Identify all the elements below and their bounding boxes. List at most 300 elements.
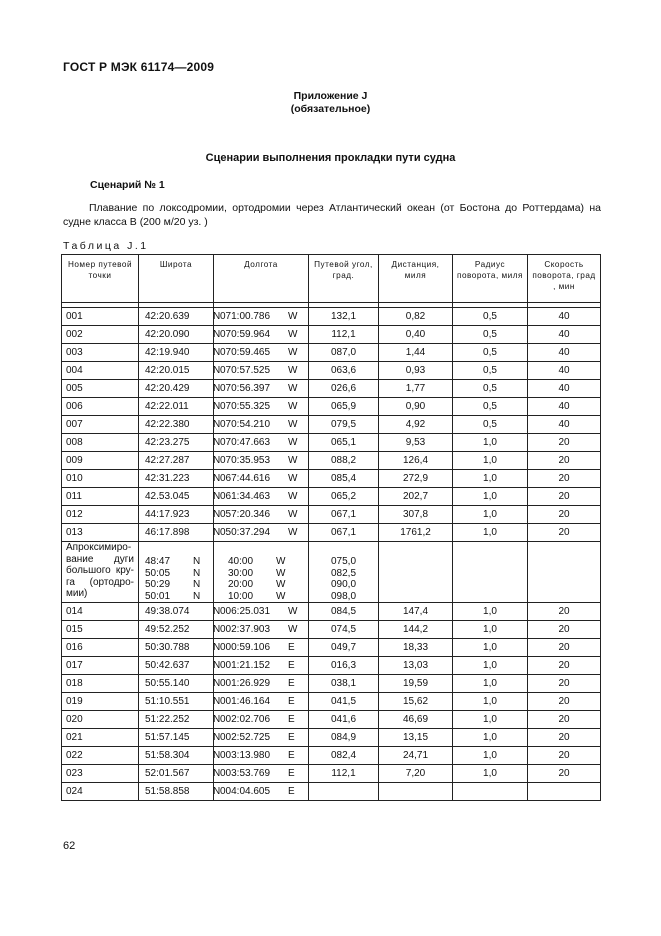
cell-distance: 144,2: [379, 621, 453, 639]
gc-longitude-value: 30:00: [228, 567, 254, 579]
cell-turn-rate: 40: [528, 326, 601, 344]
cell-longitude: [214, 675, 309, 693]
cell-latitude: [139, 470, 221, 488]
cell-latitude-hemisphere: N: [213, 642, 221, 653]
cell-latitude: [139, 675, 221, 693]
cell-latitude-hemisphere: N: [213, 606, 221, 617]
cell-distance: 1761,2: [379, 524, 453, 542]
cell-point: 002: [62, 326, 139, 344]
cell-latitude-hemisphere: N: [213, 365, 221, 376]
table-row: [62, 380, 601, 398]
cell-point: 016: [62, 639, 139, 657]
cell-longitude-value: 001:21.152: [220, 660, 271, 671]
cell-longitude: [214, 416, 309, 434]
table-row: [62, 639, 601, 657]
great-circle-longitudes: [214, 542, 309, 603]
cell-latitude: [139, 639, 221, 657]
cell-course: 041,6: [309, 711, 379, 729]
cell-point: 022: [62, 747, 139, 765]
cell-longitude-hemisphere: W: [288, 437, 298, 448]
cell-point: 017: [62, 657, 139, 675]
cell-longitude-value: 004:04.605: [220, 786, 271, 797]
cell-latitude-hemisphere: N: [213, 311, 221, 322]
cell-course: 087,0: [309, 344, 379, 362]
gc-longitude: [228, 579, 304, 591]
gc-latitude-hemisphere: N: [193, 579, 201, 590]
cell-longitude: [214, 362, 309, 380]
cell-course: 079,5: [309, 416, 379, 434]
cell-latitude-hemisphere: N: [213, 624, 221, 635]
cell-longitude-value: 070:55.325: [220, 401, 271, 412]
cell-turn-radius: 1,0: [453, 711, 528, 729]
cell-course: 065,1: [309, 434, 379, 452]
cell-latitude-hemisphere: N: [213, 696, 221, 707]
cell-latitude-hemisphere: N: [213, 509, 221, 520]
header-course: Путевой угол, град.: [309, 255, 379, 303]
cell-latitude-value: 50:55.140: [145, 678, 190, 689]
cell-distance: 272,9: [379, 470, 453, 488]
cell-course: 084,9: [309, 729, 379, 747]
cell-latitude: [139, 524, 221, 542]
cell-turn-radius: 0,5: [453, 326, 528, 344]
cell-point: 001: [62, 308, 139, 326]
table-row: [62, 621, 601, 639]
cell-latitude-value: 49:38.074: [145, 606, 190, 617]
cell-point: 021: [62, 729, 139, 747]
appendix-title: Приложение J: [293, 90, 368, 102]
cell-longitude-hemisphere: W: [288, 347, 298, 358]
gc-course: 098,0: [330, 590, 357, 602]
cell-point: 010: [62, 470, 139, 488]
cell-latitude-hemisphere: N: [213, 347, 221, 358]
cell-latitude-value: 42:31.223: [145, 473, 190, 484]
cell-longitude: [214, 506, 309, 524]
cell-latitude-hemisphere: N: [213, 678, 221, 689]
cell-course: 026,6: [309, 380, 379, 398]
cell-latitude: [139, 657, 221, 675]
gc-longitude-value: 20:00: [228, 579, 254, 590]
cell-latitude: [139, 380, 221, 398]
cell-turn-rate: 20: [528, 506, 601, 524]
cell-course: 063,6: [309, 362, 379, 380]
cell-longitude: [214, 603, 309, 621]
cell-point: 012: [62, 506, 139, 524]
appendix-heading: [60, 90, 601, 116]
cell-longitude: [214, 711, 309, 729]
cell-longitude-hemisphere: E: [288, 768, 295, 779]
table-caption: Таблица J.1: [63, 240, 149, 252]
table-row: [62, 524, 601, 542]
cell-turn-radius: 1,0: [453, 488, 528, 506]
cell-longitude-value: 003:53.769: [220, 768, 271, 779]
cell-distance: 0,82: [379, 308, 453, 326]
cell-longitude-hemisphere: W: [288, 491, 298, 502]
cell-longitude-value: 070:56.397: [220, 383, 271, 394]
cell-point: 007: [62, 416, 139, 434]
cell-longitude-value: 003:13.980: [220, 750, 271, 761]
cell-distance: 13,15: [379, 729, 453, 747]
cell-latitude-value: 42:20.639: [145, 311, 190, 322]
cell-distance: 46,69: [379, 711, 453, 729]
cell-latitude-value: 46:17.898: [145, 527, 190, 538]
cell-longitude-hemisphere: E: [288, 786, 295, 797]
cell-point: 019: [62, 693, 139, 711]
cell-distance: 126,4: [379, 452, 453, 470]
cell-point: 009: [62, 452, 139, 470]
cell-turn-radius: [453, 783, 528, 801]
cell-longitude-hemisphere: E: [288, 732, 295, 743]
cell-latitude-hemisphere: N: [213, 768, 221, 779]
cell-latitude-hemisphere: N: [213, 527, 221, 538]
cell-course: 074,5: [309, 621, 379, 639]
cell-longitude-hemisphere: W: [288, 383, 298, 394]
cell-course: 112,1: [309, 326, 379, 344]
gc-latitude: [145, 556, 209, 568]
cell-longitude: [214, 747, 309, 765]
cell-distance: 9,53: [379, 434, 453, 452]
gc-latitude-value: 50:01: [145, 590, 171, 602]
cell-longitude-value: 070:35.953: [220, 455, 271, 466]
cell-longitude-value: 006:25.031: [220, 606, 271, 617]
empty-cell: [453, 542, 528, 603]
cell-turn-radius: 1,0: [453, 506, 528, 524]
great-circle-courses: [309, 542, 379, 603]
cell-latitude-value: 42:20.015: [145, 365, 190, 376]
cell-longitude-value: 070:57.525: [220, 365, 271, 376]
cell-course: 065,2: [309, 488, 379, 506]
cell-turn-rate: 20: [528, 434, 601, 452]
table-row: [62, 765, 601, 783]
cell-latitude-value: 42:27.287: [145, 455, 190, 466]
cell-distance: 0,40: [379, 326, 453, 344]
cell-longitude-value: 002:52.725: [220, 732, 271, 743]
cell-distance: 18,33: [379, 639, 453, 657]
table-row: [62, 434, 601, 452]
cell-turn-radius: 1,0: [453, 639, 528, 657]
cell-longitude-hemisphere: W: [288, 401, 298, 412]
cell-turn-rate: 40: [528, 362, 601, 380]
cell-latitude-hemisphere: N: [213, 732, 221, 743]
cell-longitude-hemisphere: W: [288, 365, 298, 376]
gc-latitude-value: 48:47: [145, 556, 171, 567]
cell-latitude-value: 42:22.380: [145, 419, 190, 430]
cell-longitude-value: 071:00.786: [220, 311, 271, 322]
cell-latitude-hemisphere: N: [213, 473, 221, 484]
cell-longitude-hemisphere: W: [288, 455, 298, 466]
cell-longitude-hemisphere: E: [288, 642, 295, 653]
gc-longitude-value: 40:00: [228, 556, 254, 567]
cell-longitude-hemisphere: W: [288, 527, 298, 538]
cell-turn-rate: 20: [528, 603, 601, 621]
gc-longitude: [228, 591, 304, 603]
empty-cell: [528, 542, 601, 603]
table-row: [62, 326, 601, 344]
table-row: [62, 783, 601, 801]
scenario-title: Сценарий № 1: [90, 179, 165, 191]
cell-longitude-value: 050:37.294: [220, 527, 271, 538]
cell-turn-rate: 40: [528, 398, 601, 416]
cell-point: 018: [62, 675, 139, 693]
cell-turn-rate: 20: [528, 711, 601, 729]
cell-latitude-hemisphere: N: [213, 383, 221, 394]
cell-longitude-value: 001:26.929: [220, 678, 271, 689]
cell-course: 084,5: [309, 603, 379, 621]
table-row: [62, 675, 601, 693]
cell-latitude: [139, 416, 221, 434]
cell-course: 082,4: [309, 747, 379, 765]
cell-course: 038,1: [309, 675, 379, 693]
gc-latitude-value: 50:29: [145, 579, 171, 590]
cell-latitude-value: 49:52.252: [145, 624, 190, 635]
cell-turn-radius: 1,0: [453, 657, 528, 675]
cell-distance: 202,7: [379, 488, 453, 506]
gc-longitude-hemisphere: W: [276, 579, 286, 590]
cell-longitude: [214, 657, 309, 675]
cell-distance: 4,92: [379, 416, 453, 434]
header-distance: Дистанция, миля: [379, 255, 453, 303]
cell-longitude-hemisphere: W: [288, 419, 298, 430]
cell-longitude: [214, 524, 309, 542]
cell-turn-radius: 1,0: [453, 621, 528, 639]
cell-distance: 1,77: [379, 380, 453, 398]
cell-longitude-value: 070:59.465: [220, 347, 271, 358]
cell-course: 065,9: [309, 398, 379, 416]
gc-longitude-value: 10:00: [228, 590, 254, 602]
cell-latitude-hemisphere: N: [213, 455, 221, 466]
table-body: [62, 303, 601, 801]
table-row: [62, 657, 601, 675]
gc-latitude-value: 50:05: [145, 567, 171, 579]
gc-course: 090,0: [330, 579, 357, 590]
cell-longitude: [214, 326, 309, 344]
cell-point: 011: [62, 488, 139, 506]
cell-longitude-value: 070:59.964: [220, 329, 271, 340]
table-row: [62, 308, 601, 326]
table-row: [62, 452, 601, 470]
cell-longitude: [214, 380, 309, 398]
great-circle-latitudes: [139, 542, 214, 603]
cell-turn-rate: [528, 783, 601, 801]
cell-distance: 0,93: [379, 362, 453, 380]
table-header-row: [62, 255, 601, 303]
cell-point: 005: [62, 380, 139, 398]
cell-turn-rate: 20: [528, 729, 601, 747]
gc-course: 082,5: [330, 567, 357, 579]
table-row: [62, 344, 601, 362]
cell-latitude-value: 51:58.858: [145, 786, 190, 797]
cell-longitude-hemisphere: E: [288, 750, 295, 761]
cell-longitude-hemisphere: W: [288, 606, 298, 617]
cell-latitude: [139, 765, 221, 783]
cell-longitude-hemisphere: E: [288, 696, 295, 707]
cell-longitude-value: 057:20.346: [220, 509, 271, 520]
cell-latitude-value: 42:23.275: [145, 437, 190, 448]
cell-course: 088,2: [309, 452, 379, 470]
cell-latitude-value: 42.53.045: [145, 491, 190, 502]
cell-turn-radius: 1,0: [453, 470, 528, 488]
cell-turn-radius: 1,0: [453, 524, 528, 542]
document-header: ГОСТ Р МЭК 61174—2009: [63, 60, 215, 74]
cell-latitude-value: 44:17.923: [145, 509, 190, 520]
cell-turn-rate: 20: [528, 452, 601, 470]
cell-course: 049,7: [309, 639, 379, 657]
cell-latitude-value: 42:20.429: [145, 383, 190, 394]
cell-course: [309, 783, 379, 801]
cell-turn-rate: 20: [528, 621, 601, 639]
page-number: 62: [63, 840, 76, 852]
gc-latitude: [145, 568, 209, 580]
cell-latitude-value: 50:42.637: [145, 660, 190, 671]
cell-turn-rate: 20: [528, 693, 601, 711]
cell-longitude-hemisphere: W: [288, 311, 298, 322]
cell-latitude-hemisphere: N: [213, 437, 221, 448]
cell-turn-radius: 0,5: [453, 362, 528, 380]
cell-turn-radius: 0,5: [453, 398, 528, 416]
cell-longitude-hemisphere: E: [288, 678, 295, 689]
cell-longitude-value: 002:02.706: [220, 714, 271, 725]
cell-point: 023: [62, 765, 139, 783]
section-title: Сценарии выполнения прокладки пути судна: [205, 152, 456, 164]
cell-longitude-hemisphere: E: [288, 660, 295, 671]
cell-latitude: [139, 362, 221, 380]
cell-turn-rate: 20: [528, 657, 601, 675]
cell-turn-radius: 1,0: [453, 675, 528, 693]
cell-turn-radius: 0,5: [453, 308, 528, 326]
table-row: [62, 362, 601, 380]
cell-distance: 307,8: [379, 506, 453, 524]
cell-latitude: [139, 711, 221, 729]
cell-longitude: [214, 488, 309, 506]
cell-longitude-value: 001:46.164: [220, 696, 271, 707]
cell-turn-radius: 1,0: [453, 747, 528, 765]
cell-turn-rate: 40: [528, 380, 601, 398]
cell-latitude: [139, 398, 221, 416]
great-circle-label: Апроксимиро-вание дуги большого кру-га (ортодро-мии): [62, 542, 139, 603]
cell-latitude-value: 51:57.145: [145, 732, 190, 743]
cell-turn-rate: 20: [528, 470, 601, 488]
gc-course: 075,0: [330, 556, 357, 567]
cell-longitude-hemisphere: W: [288, 509, 298, 520]
cell-latitude-hemisphere: N: [213, 419, 221, 430]
table-row: [62, 416, 601, 434]
table-row: [62, 398, 601, 416]
cell-turn-rate: 20: [528, 639, 601, 657]
gc-longitude-hemisphere: W: [276, 556, 286, 567]
cell-point: 008: [62, 434, 139, 452]
cell-turn-radius: 1,0: [453, 729, 528, 747]
cell-latitude-value: 51:22.252: [145, 714, 190, 725]
cell-point: 003: [62, 344, 139, 362]
cell-turn-rate: 20: [528, 675, 601, 693]
cell-course: 085,4: [309, 470, 379, 488]
cell-latitude-hemisphere: N: [213, 660, 221, 671]
cell-turn-rate: 20: [528, 524, 601, 542]
cell-point: 024: [62, 783, 139, 801]
cell-longitude-value: 070:47.663: [220, 437, 271, 448]
table-row: [62, 488, 601, 506]
table-row: [62, 711, 601, 729]
cell-distance: 147,4: [379, 603, 453, 621]
table-row: [62, 603, 601, 621]
cell-longitude-value: 070:54.210: [220, 419, 271, 430]
cell-longitude: [214, 639, 309, 657]
cell-latitude: [139, 434, 221, 452]
cell-distance: [379, 783, 453, 801]
cell-longitude: [214, 693, 309, 711]
cell-distance: 13,03: [379, 657, 453, 675]
cell-longitude: [214, 398, 309, 416]
cell-distance: 1,44: [379, 344, 453, 362]
cell-course: 067,1: [309, 524, 379, 542]
gc-latitude-hemisphere: N: [193, 590, 201, 602]
cell-latitude: [139, 308, 221, 326]
table-row: [62, 693, 601, 711]
cell-latitude-value: 51:58.304: [145, 750, 190, 761]
cell-turn-radius: 0,5: [453, 380, 528, 398]
header-turn-rate: Скорость поворота, град , мин: [528, 255, 601, 303]
cell-longitude: [214, 452, 309, 470]
cell-longitude: [214, 470, 309, 488]
cell-latitude: [139, 783, 221, 801]
cell-latitude-hemisphere: N: [213, 786, 221, 797]
cell-latitude-value: 51:10.551: [145, 696, 190, 707]
waypoint-table: [61, 254, 601, 801]
table-row: [62, 747, 601, 765]
cell-point: 006: [62, 398, 139, 416]
cell-distance: 0,90: [379, 398, 453, 416]
cell-point: 004: [62, 362, 139, 380]
cell-longitude-hemisphere: W: [288, 473, 298, 484]
cell-point: 020: [62, 711, 139, 729]
table-row: [62, 506, 601, 524]
cell-course: 067,1: [309, 506, 379, 524]
cell-longitude: [214, 783, 309, 801]
cell-course: 132,1: [309, 308, 379, 326]
cell-latitude: [139, 506, 221, 524]
cell-turn-radius: 1,0: [453, 452, 528, 470]
cell-latitude-hemisphere: N: [213, 329, 221, 340]
cell-latitude-hemisphere: N: [213, 491, 221, 502]
header-longitude: Долгота: [214, 255, 309, 303]
gc-longitude: [228, 568, 304, 580]
cell-turn-radius: 0,5: [453, 344, 528, 362]
cell-turn-radius: 1,0: [453, 693, 528, 711]
appendix-subtitle: (обязательное): [290, 103, 371, 115]
table-row: [62, 470, 601, 488]
cell-distance: 7,20: [379, 765, 453, 783]
cell-latitude: [139, 729, 221, 747]
cell-distance: 19,59: [379, 675, 453, 693]
cell-latitude: [139, 344, 221, 362]
table-row: [62, 729, 601, 747]
cell-latitude-hemisphere: N: [213, 750, 221, 761]
cell-longitude-value: 002:37.903: [220, 624, 271, 635]
header-latitude: Широта: [139, 255, 214, 303]
cell-latitude: [139, 603, 221, 621]
cell-course: 041,5: [309, 693, 379, 711]
cell-turn-radius: 1,0: [453, 603, 528, 621]
gc-longitude-hemisphere: W: [276, 590, 286, 602]
cell-latitude-hemisphere: N: [213, 714, 221, 725]
cell-distance: 15,62: [379, 693, 453, 711]
cell-longitude: [214, 621, 309, 639]
cell-longitude-value: 067:44.616: [220, 473, 271, 484]
cell-latitude-value: 42:19.940: [145, 347, 190, 358]
cell-longitude: [214, 765, 309, 783]
header-point: Номер путевой точки: [62, 255, 139, 303]
gc-longitude: [228, 556, 304, 568]
cell-longitude-hemisphere: E: [288, 714, 295, 725]
